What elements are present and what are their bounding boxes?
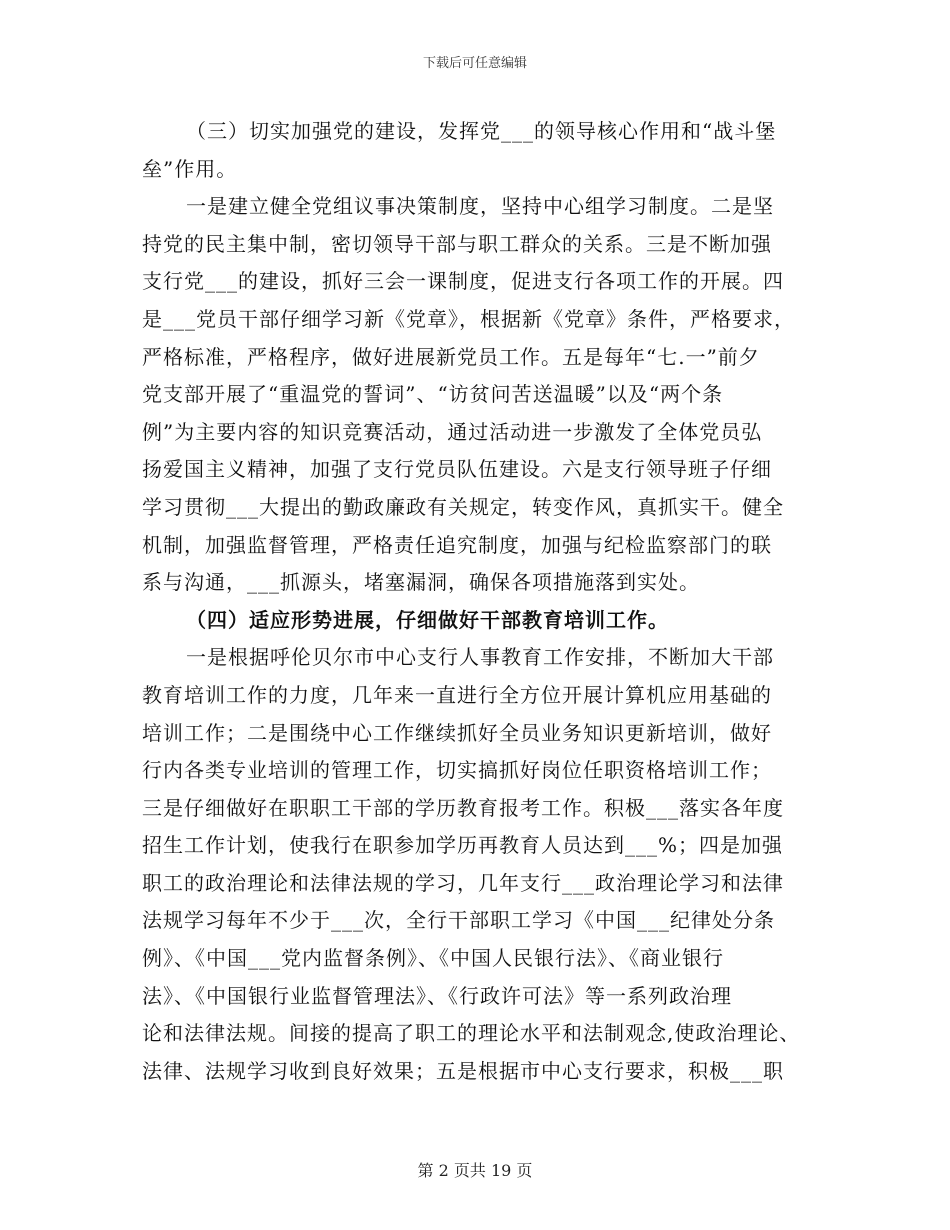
- text-line: 持党的民主集中制，密切领导干部与职工群众的关系。三是不断加强: [142, 231, 772, 256]
- text-line: 系与沟通，___抓源头，堵塞漏洞，确保各项措施落到实处。: [142, 570, 700, 595]
- text-line: 学习贯彻___大提出的勤政廉政有关规定，转变作风，真抓实干。健全: [142, 494, 784, 519]
- text-line: 垒”作用。: [142, 156, 238, 181]
- text-line: 论和法律法规。间接的提高了职工的理论水平和法制观念,使政治理论、: [142, 1021, 801, 1046]
- paragraph-start: 一是建立健全党组议事决策制度，坚持中心组学习制度。二是坚: [186, 194, 774, 219]
- text-line: 招生工作计划，使我行在职参加学历再教育人员达到___%；四是加强: [142, 833, 784, 858]
- text-line: 支行党___的建设，抓好三会一课制度，促进支行各项工作的开展。四: [142, 269, 784, 294]
- text-line: 法规学习每年不少于___次，全行干部职工学习《中国___纪律处分条: [142, 908, 775, 933]
- text-line: 是___党员干部仔细学习新《党章》，根据新《党章》条件，严格要求，: [142, 306, 795, 331]
- text-line: 培训工作；二是围绕中心工作继续抓好全员业务知识更新培训，做好: [142, 720, 772, 745]
- text-line: 党支部开展了“重温党的誓词”、“访贫问苦送温暖”以及“两个条: [142, 382, 724, 407]
- document-body: [142, 113, 822, 1090]
- text-line: 行内各类专业培训的管理工作，切实搞抓好岗位任职资格培训工作；: [142, 758, 772, 783]
- text-line: 例》、《中国___党内监督条例》、《中国人民银行法》、《商业银行: [142, 946, 724, 971]
- section-heading-4: （四）适应形势进展，仔细做好干部教育培训工作。: [186, 607, 669, 632]
- text-line: 三是仔细做好在职职工干部的学历教育报考工作。积极___落实各年度: [142, 795, 784, 820]
- text-line: 例”为主要内容的知识竞赛活动，通过活动进一步激发了全体党员弘: [142, 419, 763, 444]
- text-line: 法》、《中国银行业监督管理法》、《行政许可法》等一系列政治理: [142, 983, 732, 1008]
- text-line: 教育培训工作的力度，几年来一直进行全方位开展计算机应用基础的: [142, 682, 772, 707]
- page-header: 下载后可任意编辑: [422, 56, 527, 71]
- text-line: 严格标准，严格程序，做好进展新党员工作。五是每年“七.一”前夕: [142, 344, 760, 369]
- section-heading-3: （三）切实加强党的建设，发挥党___的领导核心作用和“战斗堡: [186, 119, 777, 143]
- text-line: 扬爱国主义精神，加强了支行党员队伍建设。六是支行领导班子仔细: [142, 457, 772, 482]
- page-footer: 第 2 页共 19 页: [417, 1161, 533, 1180]
- text-line: 法律、法规学习收到良好效果；五是根据市中心支行要求，积极___职: [142, 1058, 784, 1083]
- text-line: 机制，加强监督管理，严格责任追究制度，加强与纪检监察部门的联: [142, 532, 772, 557]
- paragraph-start: 一是根据呼伦贝尔市中心支行人事教育工作安排，不断加大干部: [186, 645, 774, 670]
- text-line: 职工的政治理论和法律法规的学习，几年支行___政治理论学习和法律: [142, 870, 784, 895]
